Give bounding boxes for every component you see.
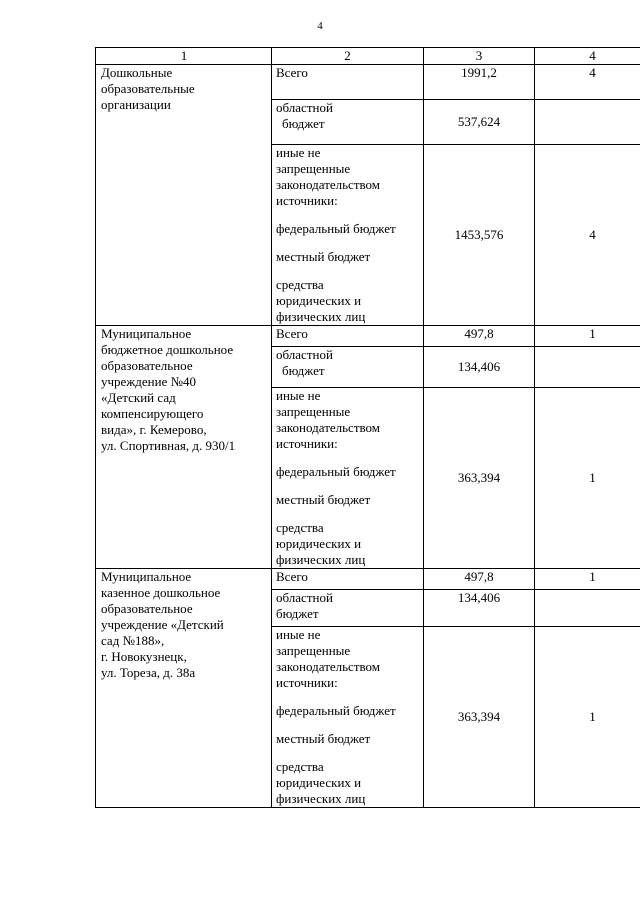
funding-table bbox=[95, 47, 640, 808]
regional-label: областной бюджет bbox=[272, 100, 424, 145]
regional-label: областной бюджет bbox=[272, 590, 424, 627]
other-sources-label: иные не запрещенные законодательством источники: федеральный бюджет местный бюджет средства юридических и физических лиц bbox=[272, 627, 424, 808]
total-amount: 497,8 bbox=[424, 569, 535, 590]
other-count: 1 bbox=[535, 388, 640, 569]
other-amount: 1453,576 bbox=[424, 145, 535, 326]
other-sources-label: иные не запрещенные законодательством источники: федеральный бюджет местный бюджет средства юридических и физических лиц bbox=[272, 145, 424, 326]
org-name-cell: Муниципальное казенное дошкольное образовательное учреждение «Детский сад №188», г. Новокузнецк, ул. Тореза, д. 38а bbox=[96, 569, 272, 808]
header-col-3: 3 bbox=[424, 48, 535, 65]
header-col-2: 2 bbox=[272, 48, 424, 65]
table-row-total bbox=[96, 65, 640, 100]
total-label: Всего bbox=[272, 569, 424, 590]
section-preschool bbox=[96, 65, 640, 326]
total-count: 1 bbox=[535, 569, 640, 590]
other-sources-label: иные не запрещенные законодательством источники: федеральный бюджет местный бюджет средства юридических и физических лиц bbox=[272, 388, 424, 569]
total-amount: 1991,2 bbox=[424, 65, 535, 100]
header-col-1: 1 bbox=[96, 48, 272, 65]
org-name-cell: Муниципальное бюджетное дошкольное образовательное учреждение №40 «Детский сад компенсирующего вида», г. Кемерово, ул. Спортивная, д. 930/1 bbox=[96, 326, 272, 569]
table-row-total bbox=[96, 326, 640, 347]
other-amount: 363,394 bbox=[424, 388, 535, 569]
total-label: Всего bbox=[272, 326, 424, 347]
regional-amount: 134,406 bbox=[424, 347, 535, 388]
org-name-cell: Дошкольные образовательные организации bbox=[96, 65, 272, 326]
regional-count bbox=[535, 590, 640, 627]
section-kindergarten-188 bbox=[96, 569, 640, 808]
table-row-total bbox=[96, 569, 640, 590]
page-number: 4 bbox=[317, 20, 323, 32]
regional-count bbox=[535, 100, 640, 145]
regional-label: областной бюджет bbox=[272, 347, 424, 388]
other-count: 4 bbox=[535, 145, 640, 326]
other-count: 1 bbox=[535, 627, 640, 808]
regional-amount: 537,624 bbox=[424, 100, 535, 145]
section-kindergarten-40 bbox=[96, 326, 640, 569]
total-count: 1 bbox=[535, 326, 640, 347]
regional-count bbox=[535, 347, 640, 388]
total-amount: 497,8 bbox=[424, 326, 535, 347]
header-col-4: 4 bbox=[535, 48, 640, 65]
total-count: 4 bbox=[535, 65, 640, 100]
header-row bbox=[96, 48, 640, 65]
other-amount: 363,394 bbox=[424, 627, 535, 808]
regional-amount: 134,406 bbox=[424, 590, 535, 627]
total-label: Всего bbox=[272, 65, 424, 100]
